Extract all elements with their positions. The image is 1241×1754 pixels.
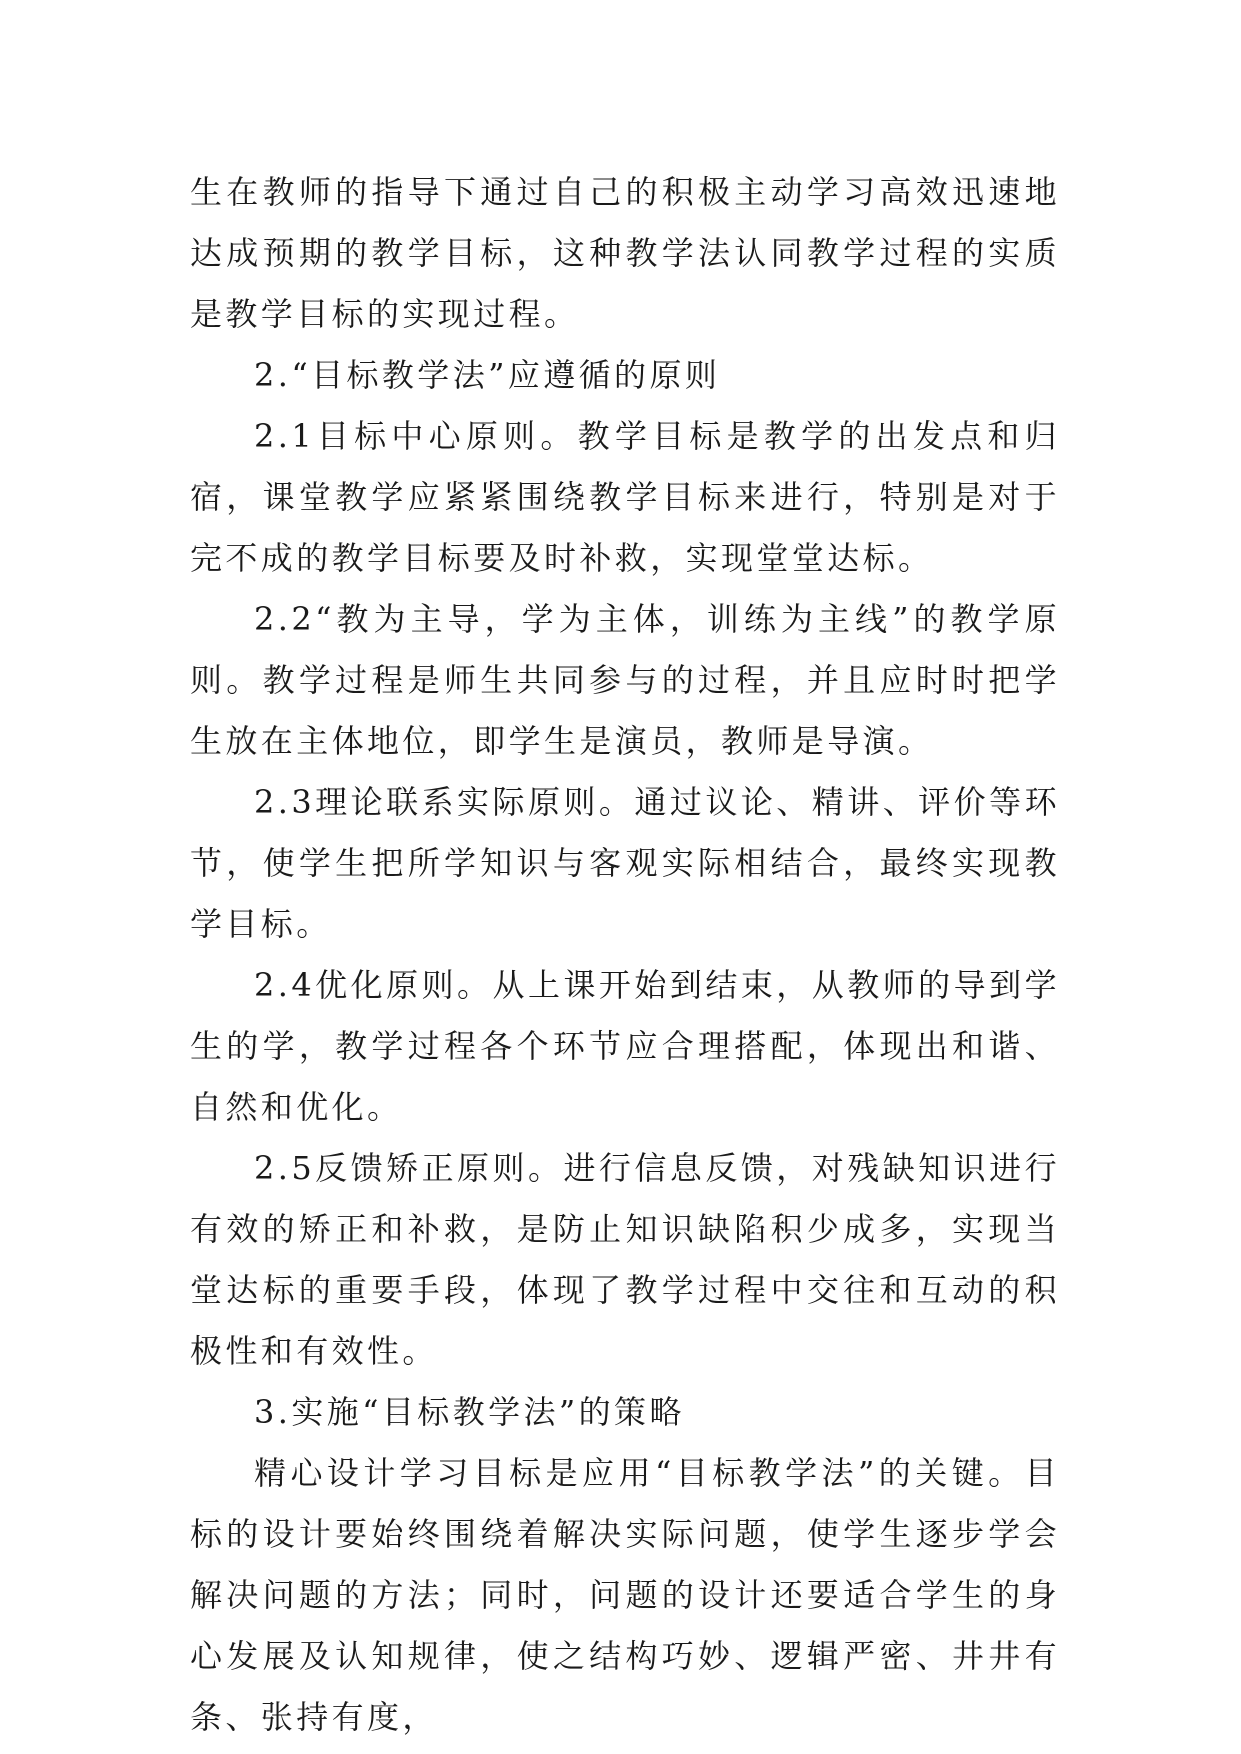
paragraph-continuation: 生在教师的指导下通过自己的积极主动学习高效迅速地达成预期的教学目标，这种教学法认同教学过程的实质是教学目标的实现过程。 [190, 173, 1060, 333]
paragraph-strategy: 精心设计学习目标是应用“目标教学法”的关键。目标的设计要始终围绕着解决实际问题，使学生逐步学会解决问题的方法；同时，问题的设计还要适合学生的身心发展及认知规律，使之结构巧妙、逻辑严密、井井有条、张持有度， [190, 1454, 1060, 1736]
paragraph-principle-2-5: 2.5反馈矫正原则。进行信息反馈，对残缺知识进行有效的矫正和补救，是防止知识缺陷积少成多，实现当堂达标的重要手段，体现了教学过程中交往和互动的积极性和有效性。 [190, 1149, 1060, 1370]
paragraph-principle-2-3: 2.3理论联系实际原则。通过议论、精讲、评价等环节，使学生把所学知识与客观实际相结合，最终实现教学目标。 [190, 783, 1060, 943]
section-heading-principles: 2.“目标教学法”应遵循的原则 [254, 356, 721, 394]
section-heading-strategy: 3.实施“目标教学法”的策略 [254, 1393, 685, 1431]
document-body [190, 162, 1060, 1748]
paragraph-principle-2-1: 2.1目标中心原则。教学目标是教学的出发点和归宿，课堂教学应紧紧围绕教学目标来进行，特别是对于完不成的教学目标要及时补救，实现堂堂达标。 [190, 417, 1060, 577]
paragraph-principle-2-2: 2.2“教为主导，学为主体，训练为主线”的教学原则。教学过程是师生共同参与的过程，并且应时时把学生放在主体地位，即学生是演员，教师是导演。 [190, 600, 1060, 760]
paragraph-principle-2-4: 2.4优化原则。从上课开始到结束，从教师的导到学生的学，教学过程各个环节应合理搭配，体现出和谐、自然和优化。 [190, 966, 1060, 1126]
